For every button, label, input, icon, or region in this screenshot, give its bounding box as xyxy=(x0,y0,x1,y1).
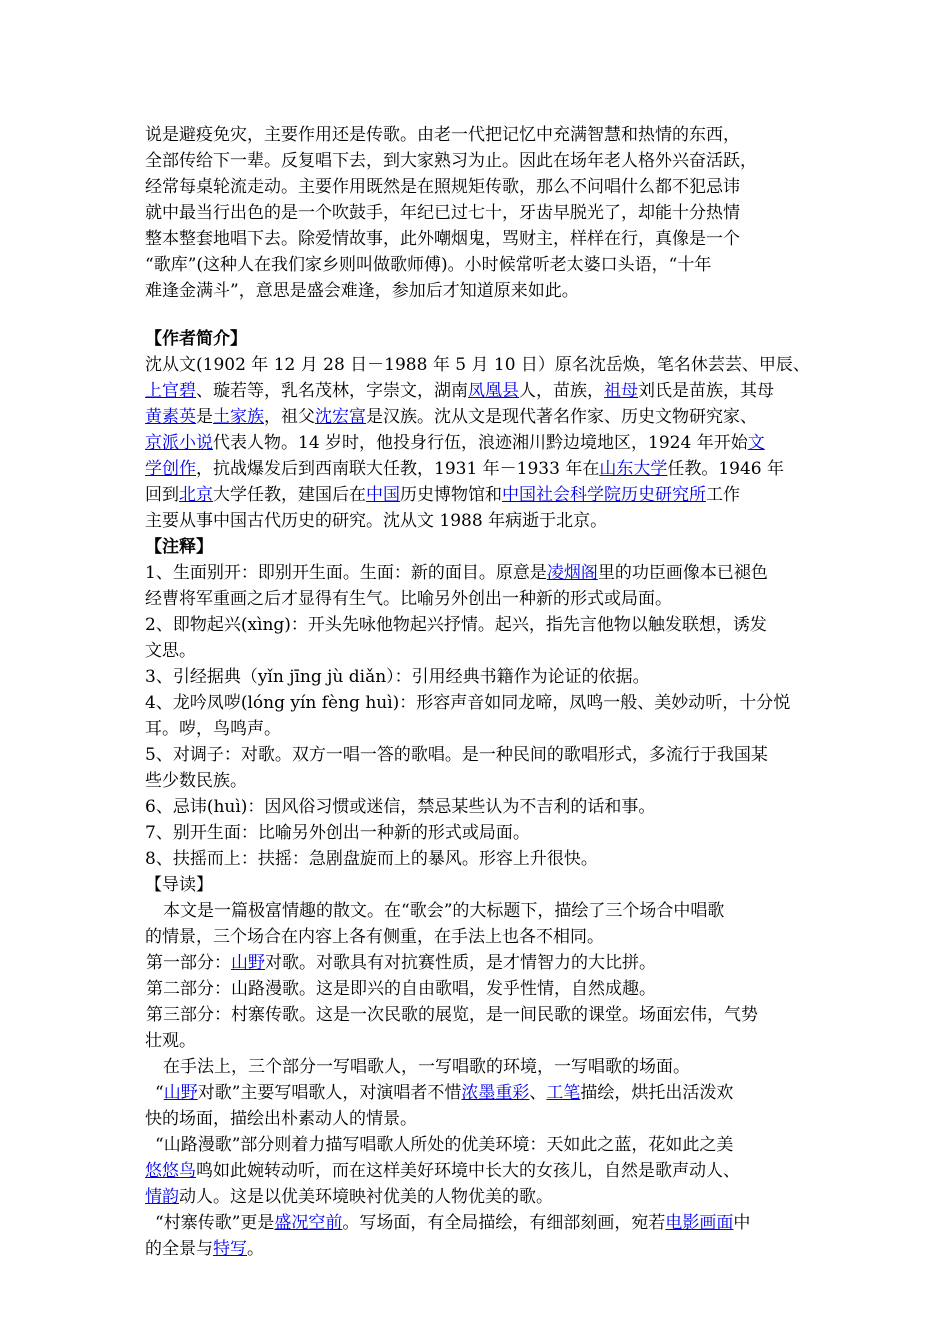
link-huang-suying[interactable]: 黄素英 xyxy=(145,407,196,427)
author-line-1: 沈从文(1902 年 12 月 28 日－1988 年 5 月 10 日）原名沈岳焕，笔名休芸芸、甲辰、 xyxy=(145,355,810,375)
guide-p5-line-1: “村寨传歌”更是盛况空前。写场面，有全局描绘，有细部刻画，宛若电影画面中 xyxy=(155,1213,751,1233)
document-page xyxy=(145,122,810,1262)
link-literary-creation-part2[interactable]: 学创作 xyxy=(145,459,196,479)
guide-p1-line-1: 本文是一篇极富情趣的散文。在“歌会”的大标题下，描绘了三个场合中唱歌 xyxy=(163,901,725,921)
guide-p3-line-2: 快的场面，描绘出朴素动人的情景。 xyxy=(145,1109,417,1129)
guide-part-3-line-1: 第三部分：村寨传歌。这是一次民歌的展览，是一间民歌的课堂。场面宏伟，气势 xyxy=(146,1005,758,1025)
link-fenghuang-county[interactable]: 凤凰县 xyxy=(468,381,519,401)
guide-p1-line-2: 的情景，三个场合在内容上各有侧重，在手法上也各不相同。 xyxy=(145,927,604,947)
author-line-5: 学创作，抗战爆发后到西南联大任教，1931 年－1933 年在山东大学任教。1946 年 xyxy=(145,459,785,479)
author-line-4: 京派小说代表人物。14 岁时，他投身行伍，浪迹湘川黔边境地区，1924 年开始文 xyxy=(145,433,765,453)
author-line-7: 主要从事中国古代历史的研究。沈从文 1988 年病逝于北京。 xyxy=(145,511,608,531)
link-grandmother[interactable]: 祖母 xyxy=(604,381,638,401)
guide-p4-line-1: “山路漫歌”部分则着力描写唱歌人所处的优美环境：天如此之蓝，花如此之美 xyxy=(155,1135,734,1155)
link-nongmo-zhongcai[interactable]: 浓墨重彩 xyxy=(461,1083,530,1103)
link-shen-hongfu[interactable]: 沈宏富 xyxy=(315,407,366,427)
note-4-line-2: 耳。哕，鸟鸣声。 xyxy=(145,719,281,739)
intro-line-1: 说是避疫免灾，主要作用还是传歌。由老一代把记忆中充满智慧和热情的东西， xyxy=(145,125,740,145)
note-7: 7、别开生面：比喻另外创出一种新的形式或局面。 xyxy=(145,823,530,843)
link-shanye[interactable]: 山野 xyxy=(231,953,265,973)
link-shanye-2[interactable]: 山野 xyxy=(163,1083,198,1103)
note-5-line-2: 些少数民族。 xyxy=(145,771,247,791)
intro-line-4: 就中最当行出色的是一个吹鼓手，年纪已过七十，牙齿早脱光了，却能十分热情 xyxy=(145,203,740,223)
link-literary-creation-part1[interactable]: 文 xyxy=(747,433,765,453)
note-4-line-1: 4、龙吟凤哕(lóng yín fèng huì)：形容声音如同龙啼，凤鸣一般、美妙动听，十分悦 xyxy=(145,693,791,713)
note-2-line-2: 文思。 xyxy=(145,641,196,661)
link-lingyan-pavilion[interactable]: 凌烟阁 xyxy=(546,563,598,583)
guide-p5-line-2: 的全景与特写。 xyxy=(145,1239,264,1259)
note-6: 6、忌讳(huì)：因风俗习惯或迷信，禁忌某些认为不吉利的话和事。 xyxy=(145,797,656,817)
link-china[interactable]: 中国 xyxy=(366,485,400,505)
guide-heading: 【导读】 xyxy=(145,875,213,895)
intro-line-2: 全部传给下一辈。反复唱下去，到大家熟习为止。因此在场年老人格外兴奋活跃， xyxy=(145,151,757,171)
guide-p2: 在手法上，三个部分一写唱歌人，一写唱歌的环境，一写唱歌的场面。 xyxy=(163,1057,690,1077)
notes-heading: 【注释】 xyxy=(145,537,213,557)
link-tujia[interactable]: 土家族 xyxy=(213,407,264,427)
intro-line-3: 经常每桌轮流走动。主要作用既然是在照规矩传歌，那么不问唱什么都不犯忌讳 xyxy=(145,177,740,197)
link-film-frame[interactable]: 电影画面 xyxy=(665,1213,734,1233)
note-1-line-2: 经曹将军重画之后才显得有生气。比喻另外创出一种新的形式或局面。 xyxy=(145,589,672,609)
guide-part-3-line-2: 壮观。 xyxy=(145,1031,196,1051)
note-3: 3、引经据典（yǐn jīng jù diǎn）：引用经典书籍作为论证的依据。 xyxy=(145,667,650,687)
link-jingpai-novel[interactable]: 京派小说 xyxy=(145,433,213,453)
note-1-line-1: 1、生面别开：即别开生面。生面：新的面目。原意是凌烟阁里的功臣画像本已褪色 xyxy=(145,563,768,583)
intro-line-7: 难逢金满斗”，意思是盛会难逢，参加后才知道原来如此。 xyxy=(145,281,579,301)
author-line-6: 回到北京大学任教，建国后在中国历史博物馆和中国社会科学院历史研究所工作 xyxy=(145,485,740,505)
guide-p4-line-3: 情韵动人。这是以优美环境映衬优美的人物优美的歌。 xyxy=(145,1187,553,1207)
guide-part-2: 第二部分：山路漫歌。这是即兴的自由歌唱，发乎性情，自然成趣。 xyxy=(146,979,656,999)
author-line-3: 黄素英是土家族，祖父沈宏富是汉族。沈从文是现代著名作家、历史文物研究家、 xyxy=(145,407,757,427)
guide-part-1: 第一部分：山野对歌。对歌具有对抗赛性质，是才情智力的大比拼。 xyxy=(146,953,656,973)
link-cass-history-institute[interactable]: 中国社会科学院历史研究所 xyxy=(502,485,706,505)
author-line-2: 上官碧、璇若等，乳名茂林，字崇文，湖南凤凰县人，苗族，祖母刘氏是苗族，其母 xyxy=(145,381,774,401)
note-2-line-1: 2、即物起兴(xìng)：开头先咏他物起兴抒情。起兴，指先言他物以触发联想，诱发 xyxy=(145,615,767,635)
note-5-line-1: 5、对调子：对歌。双方一唱一答的歌唱。是一种民间的歌唱形式，多流行于我国某 xyxy=(145,745,768,765)
link-gongbi[interactable]: 工笔 xyxy=(546,1083,581,1103)
link-shengkuang-kongqian[interactable]: 盛况空前 xyxy=(274,1213,343,1233)
intro-line-5: 整本整套地唱下去。除爱情故事，此外嘲烟鬼，骂财主，样样在行，真像是一个 xyxy=(145,229,740,249)
link-youyou-bird[interactable]: 悠悠鸟 xyxy=(145,1161,196,1181)
link-shangguanbi[interactable]: 上官碧 xyxy=(145,381,196,401)
link-qingyun[interactable]: 情韵 xyxy=(145,1187,179,1207)
note-8: 8、扶摇而上：扶摇：急剧盘旋而上的暴风。形容上升很快。 xyxy=(145,849,598,869)
guide-p4-line-2: 悠悠鸟鸣如此婉转动听，而在这样美好环境中长大的女孩儿，自然是歌声动人、 xyxy=(145,1161,740,1181)
link-shandong-university[interactable]: 山东大学 xyxy=(599,459,668,479)
guide-p3-line-1: “山野对歌”主要写唱歌人，对演唱者不惜浓墨重彩、工笔描绘，烘托出活泼欢 xyxy=(155,1083,734,1103)
intro-line-6: “歌库”(这种人在我们家乡则叫做歌师傅)。小时候常听老太婆口头语，“十年 xyxy=(145,255,712,275)
link-close-up[interactable]: 特写 xyxy=(213,1239,247,1259)
link-beijing[interactable]: 北京 xyxy=(179,485,213,505)
author-heading: 【作者简介】 xyxy=(145,329,247,349)
